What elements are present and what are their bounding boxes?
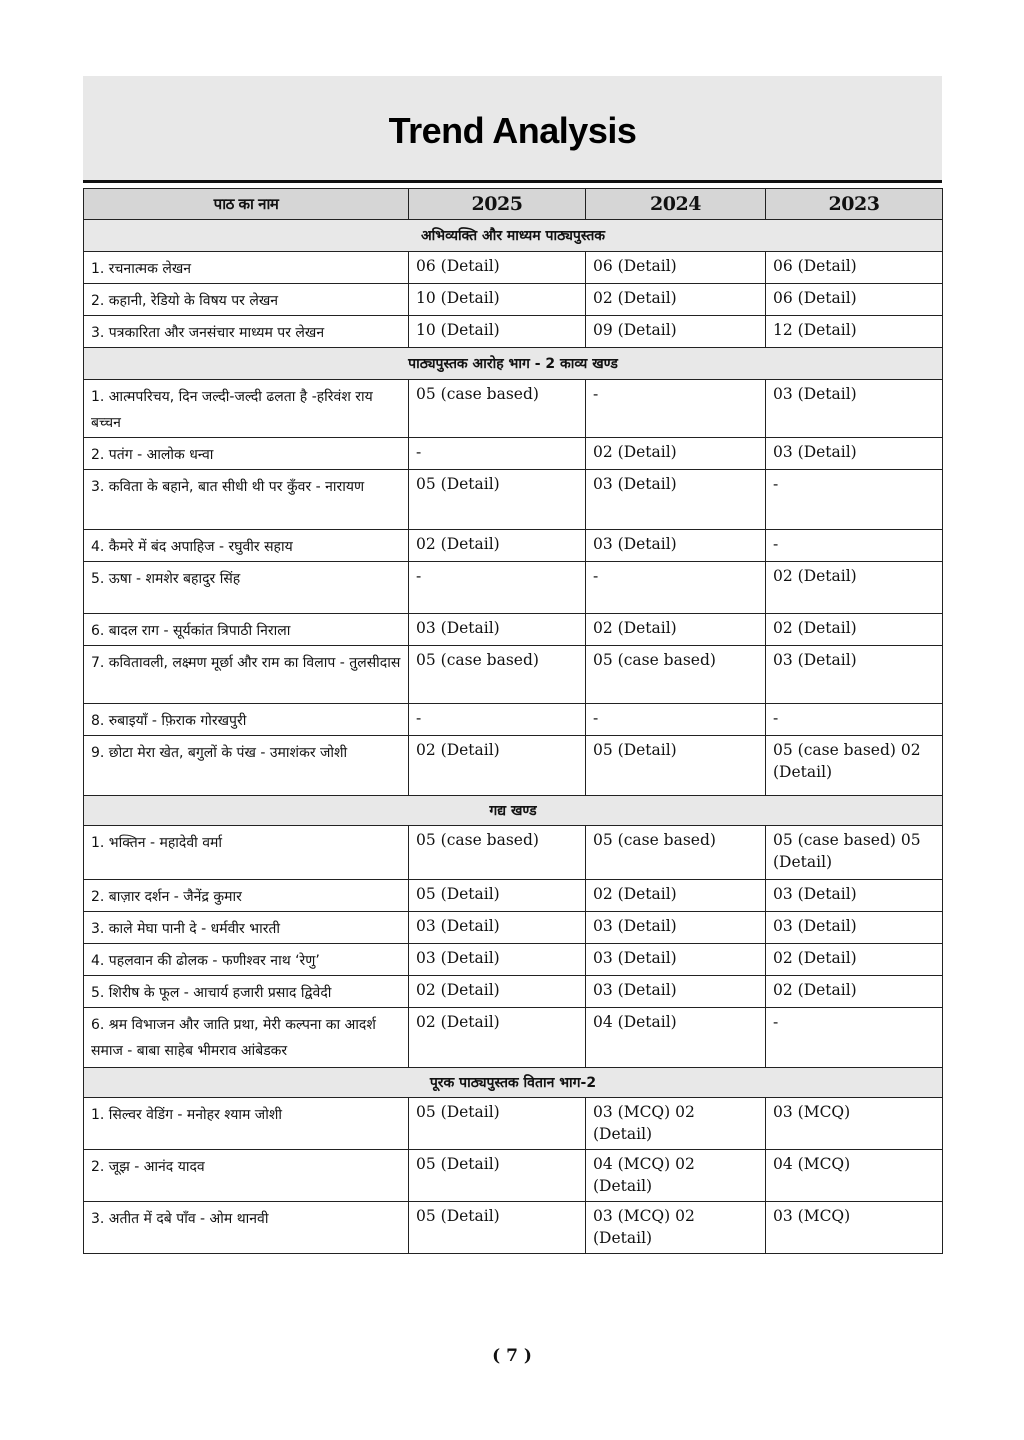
table-row	[84, 316, 943, 348]
table-row	[84, 438, 943, 470]
table-body	[84, 220, 943, 1254]
table-row	[84, 562, 943, 614]
value-2023-cell: 12 (Detail)	[766, 316, 943, 348]
table-row	[84, 530, 943, 562]
value-2025-cell: 10 (Detail)	[409, 316, 586, 348]
value-2023-cell: 04 (MCQ)	[766, 1150, 943, 1202]
section-row	[84, 1068, 943, 1098]
value-2025-cell: -	[409, 562, 586, 614]
value-2024-cell: 09 (Detail)	[586, 316, 766, 348]
lesson-name-cell: 2. बाज़ार दर्शन - जैनेंद्र कुमार	[84, 880, 409, 912]
value-2023-cell: 02 (Detail)	[766, 944, 943, 976]
value-2023-cell: -	[766, 1008, 943, 1068]
section-title: गद्य खण्ड	[84, 796, 943, 826]
table-row	[84, 976, 943, 1008]
value-2023-cell: -	[766, 530, 943, 562]
value-2024-cell: 02 (Detail)	[586, 880, 766, 912]
value-2023-cell: 03 (Detail)	[766, 380, 943, 438]
table-row	[84, 380, 943, 438]
value-2024-cell: 03 (Detail)	[586, 470, 766, 530]
title-banner	[83, 76, 942, 180]
value-2025-cell: 05 (case based)	[409, 380, 586, 438]
lesson-name-cell: 2. पतंग - आलोक धन्वा	[84, 438, 409, 470]
value-2024-cell: 05 (Detail)	[586, 736, 766, 796]
trend-table	[83, 188, 943, 1254]
table-row	[84, 252, 943, 284]
table-row	[84, 736, 943, 796]
value-2025-cell: 02 (Detail)	[409, 530, 586, 562]
value-2024-cell: 03 (MCQ) 02 (Detail)	[586, 1098, 766, 1150]
value-2023-cell: 03 (Detail)	[766, 880, 943, 912]
value-2023-cell: 05 (case based) 05 (Detail)	[766, 826, 943, 880]
lesson-name-cell: 6. बादल राग - सूर्यकांत त्रिपाठी निराला	[84, 614, 409, 646]
lesson-name-cell: 7. कवितावली, लक्ष्मण मूर्छा और राम का विलाप - तुलसीदास	[84, 646, 409, 704]
page-title: Trend Analysis	[388, 110, 637, 151]
value-2023-cell: 02 (Detail)	[766, 562, 943, 614]
lesson-name-cell: 1. सिल्वर वेडिंग - मनोहर श्याम जोशी	[84, 1098, 409, 1150]
lesson-name-cell: 5. शिरीष के फूल - आचार्य हजारी प्रसाद द्विवेदी	[84, 976, 409, 1008]
value-2023-cell: 06 (Detail)	[766, 284, 943, 316]
lesson-name-cell: 4. पहलवान की ढोलक - फणीश्वर नाथ ‘रेणु’	[84, 944, 409, 976]
section-title: अभिव्यक्ति और माध्यम पाठ्यपुस्तक	[84, 220, 943, 252]
value-2024-cell: 02 (Detail)	[586, 284, 766, 316]
table-row	[84, 826, 943, 880]
value-2023-cell: 06 (Detail)	[766, 252, 943, 284]
value-2024-cell: 02 (Detail)	[586, 438, 766, 470]
table-row	[84, 1098, 943, 1150]
value-2024-cell: -	[586, 562, 766, 614]
value-2023-cell: 02 (Detail)	[766, 614, 943, 646]
lesson-name-cell: 6. श्रम विभाजन और जाति प्रथा, मेरी कल्पना का आदर्श समाज - बाबा साहेब भीमराव आंबेडकर	[84, 1008, 409, 1068]
value-2023-cell: 03 (MCQ)	[766, 1202, 943, 1254]
header-row	[84, 189, 943, 220]
value-2024-cell: 04 (Detail)	[586, 1008, 766, 1068]
value-2023-cell: 05 (case based) 02 (Detail)	[766, 736, 943, 796]
value-2025-cell: 02 (Detail)	[409, 1008, 586, 1068]
header-2024: 2024	[586, 189, 766, 220]
lesson-name-cell: 2. कहानी, रेडियो के विषय पर लेखन	[84, 284, 409, 316]
section-row	[84, 220, 943, 252]
table-row	[84, 944, 943, 976]
lesson-name-cell: 4. कैमरे में बंद अपाहिज - रघुवीर सहाय	[84, 530, 409, 562]
section-row	[84, 796, 943, 826]
section-title: पूरक पाठ्यपुस्तक वितान भाग-2	[84, 1068, 943, 1098]
value-2023-cell: -	[766, 704, 943, 736]
value-2024-cell: 03 (Detail)	[586, 944, 766, 976]
table-row	[84, 880, 943, 912]
value-2024-cell: 03 (Detail)	[586, 976, 766, 1008]
value-2025-cell: 03 (Detail)	[409, 614, 586, 646]
table-row	[84, 284, 943, 316]
lesson-name-cell: 3. कविता के बहाने, बात सीधी थी पर कुँवर - नारायण	[84, 470, 409, 530]
table-row	[84, 1150, 943, 1202]
value-2025-cell: 05 (Detail)	[409, 1098, 586, 1150]
lesson-name-cell: 1. भक्तिन - महादेवी वर्मा	[84, 826, 409, 880]
table-row	[84, 704, 943, 736]
table-row	[84, 646, 943, 704]
value-2023-cell: 02 (Detail)	[766, 976, 943, 1008]
value-2024-cell: 03 (Detail)	[586, 912, 766, 944]
title-rule	[83, 180, 942, 183]
value-2025-cell: 02 (Detail)	[409, 976, 586, 1008]
header-2023: 2023	[766, 189, 943, 220]
lesson-name-cell: 3. काले मेघा पानी दे - धर्मवीर भारती	[84, 912, 409, 944]
value-2025-cell: 05 (Detail)	[409, 1202, 586, 1254]
value-2024-cell: 05 (case based)	[586, 646, 766, 704]
value-2025-cell: 05 (Detail)	[409, 1150, 586, 1202]
section-title: पाठ्यपुस्तक आरोह भाग - 2 काव्य खण्ड	[84, 348, 943, 380]
table-row	[84, 470, 943, 530]
value-2024-cell: 03 (Detail)	[586, 530, 766, 562]
value-2023-cell: 03 (MCQ)	[766, 1098, 943, 1150]
value-2024-cell: 05 (case based)	[586, 826, 766, 880]
value-2025-cell: 05 (Detail)	[409, 880, 586, 912]
value-2024-cell: 06 (Detail)	[586, 252, 766, 284]
header-lesson-name: पाठ का नाम	[84, 189, 409, 220]
value-2024-cell: -	[586, 704, 766, 736]
lesson-name-cell: 5. ऊषा - शमशेर बहादुर सिंह	[84, 562, 409, 614]
section-row	[84, 348, 943, 380]
header-2025: 2025	[409, 189, 586, 220]
value-2025-cell: 02 (Detail)	[409, 736, 586, 796]
table-row	[84, 912, 943, 944]
value-2025-cell: -	[409, 704, 586, 736]
table-row	[84, 614, 943, 646]
value-2023-cell: 03 (Detail)	[766, 912, 943, 944]
value-2025-cell: -	[409, 438, 586, 470]
value-2025-cell: 10 (Detail)	[409, 284, 586, 316]
value-2025-cell: 05 (case based)	[409, 646, 586, 704]
lesson-name-cell: 3. अतीत में दबे पाँव - ओम थानवी	[84, 1202, 409, 1254]
lesson-name-cell: 1. आत्मपरिचय, दिन जल्दी-जल्दी ढलता है -हरिवंश राय बच्चन	[84, 380, 409, 438]
table-row	[84, 1202, 943, 1254]
value-2024-cell: -	[586, 380, 766, 438]
value-2024-cell: 03 (MCQ) 02 (Detail)	[586, 1202, 766, 1254]
value-2025-cell: 06 (Detail)	[409, 252, 586, 284]
value-2025-cell: 05 (case based)	[409, 826, 586, 880]
value-2025-cell: 05 (Detail)	[409, 470, 586, 530]
table-row	[84, 1008, 943, 1068]
lesson-name-cell: 9. छोटा मेरा खेत, बगुलों के पंख - उमाशंकर जोशी	[84, 736, 409, 796]
value-2023-cell: 03 (Detail)	[766, 438, 943, 470]
lesson-name-cell: 3. पत्रकारिता और जनसंचार माध्यम पर लेखन	[84, 316, 409, 348]
value-2025-cell: 03 (Detail)	[409, 912, 586, 944]
value-2024-cell: 02 (Detail)	[586, 614, 766, 646]
page-number: ( 7 )	[492, 1346, 532, 1366]
value-2024-cell: 04 (MCQ) 02 (Detail)	[586, 1150, 766, 1202]
lesson-name-cell: 2. जूझ - आनंद यादव	[84, 1150, 409, 1202]
value-2023-cell: 03 (Detail)	[766, 646, 943, 704]
lesson-name-cell: 1. रचनात्मक लेखन	[84, 252, 409, 284]
value-2023-cell: -	[766, 470, 943, 530]
value-2025-cell: 03 (Detail)	[409, 944, 586, 976]
lesson-name-cell: 8. रुबाइयाँ - फ़िराक गोरखपुरी	[84, 704, 409, 736]
